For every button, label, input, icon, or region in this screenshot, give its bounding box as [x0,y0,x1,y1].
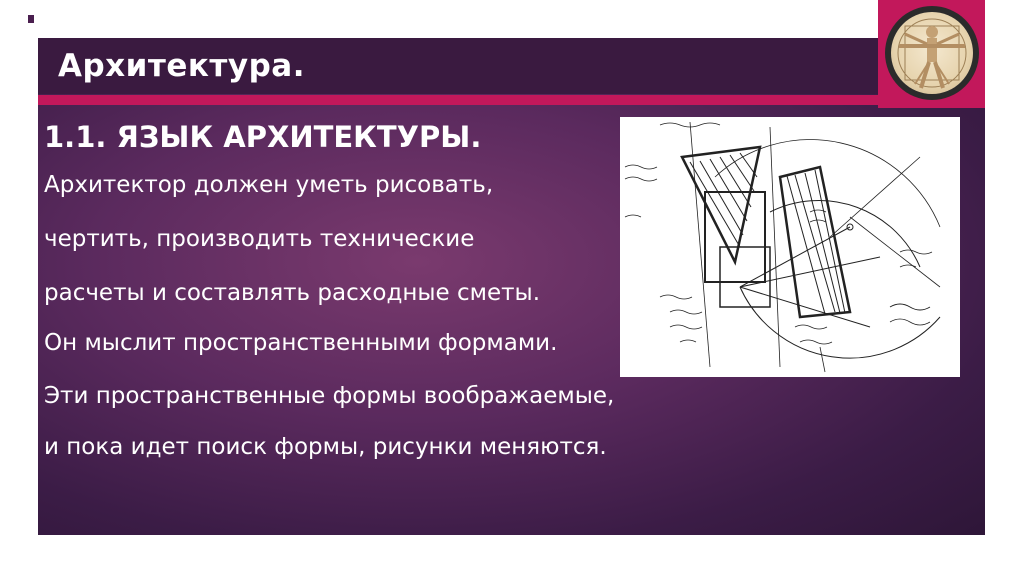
vitruvian-man-logo-icon [891,12,973,94]
slide-title: Архитектура. [58,48,305,84]
title-underline [38,95,985,105]
corner-accent [28,15,34,23]
body-text-line: расчеты и составлять расходные сметы. [44,280,541,306]
body-text-line: Он мыслит пространственными формами. [44,330,558,356]
body-text-line: и пока идет поиск формы, рисунки меняются. [44,434,607,460]
section-heading: 1.1. ЯЗЫК АРХИТЕКТУРЫ. [44,120,482,154]
body-text-line: Архитектор должен уметь рисовать, [44,172,494,198]
architectural-sketch-image [620,117,960,377]
body-text-line: чертить, производить технические [44,226,475,252]
body-text-line: Эти пространственные формы воображаемые, [44,383,615,409]
